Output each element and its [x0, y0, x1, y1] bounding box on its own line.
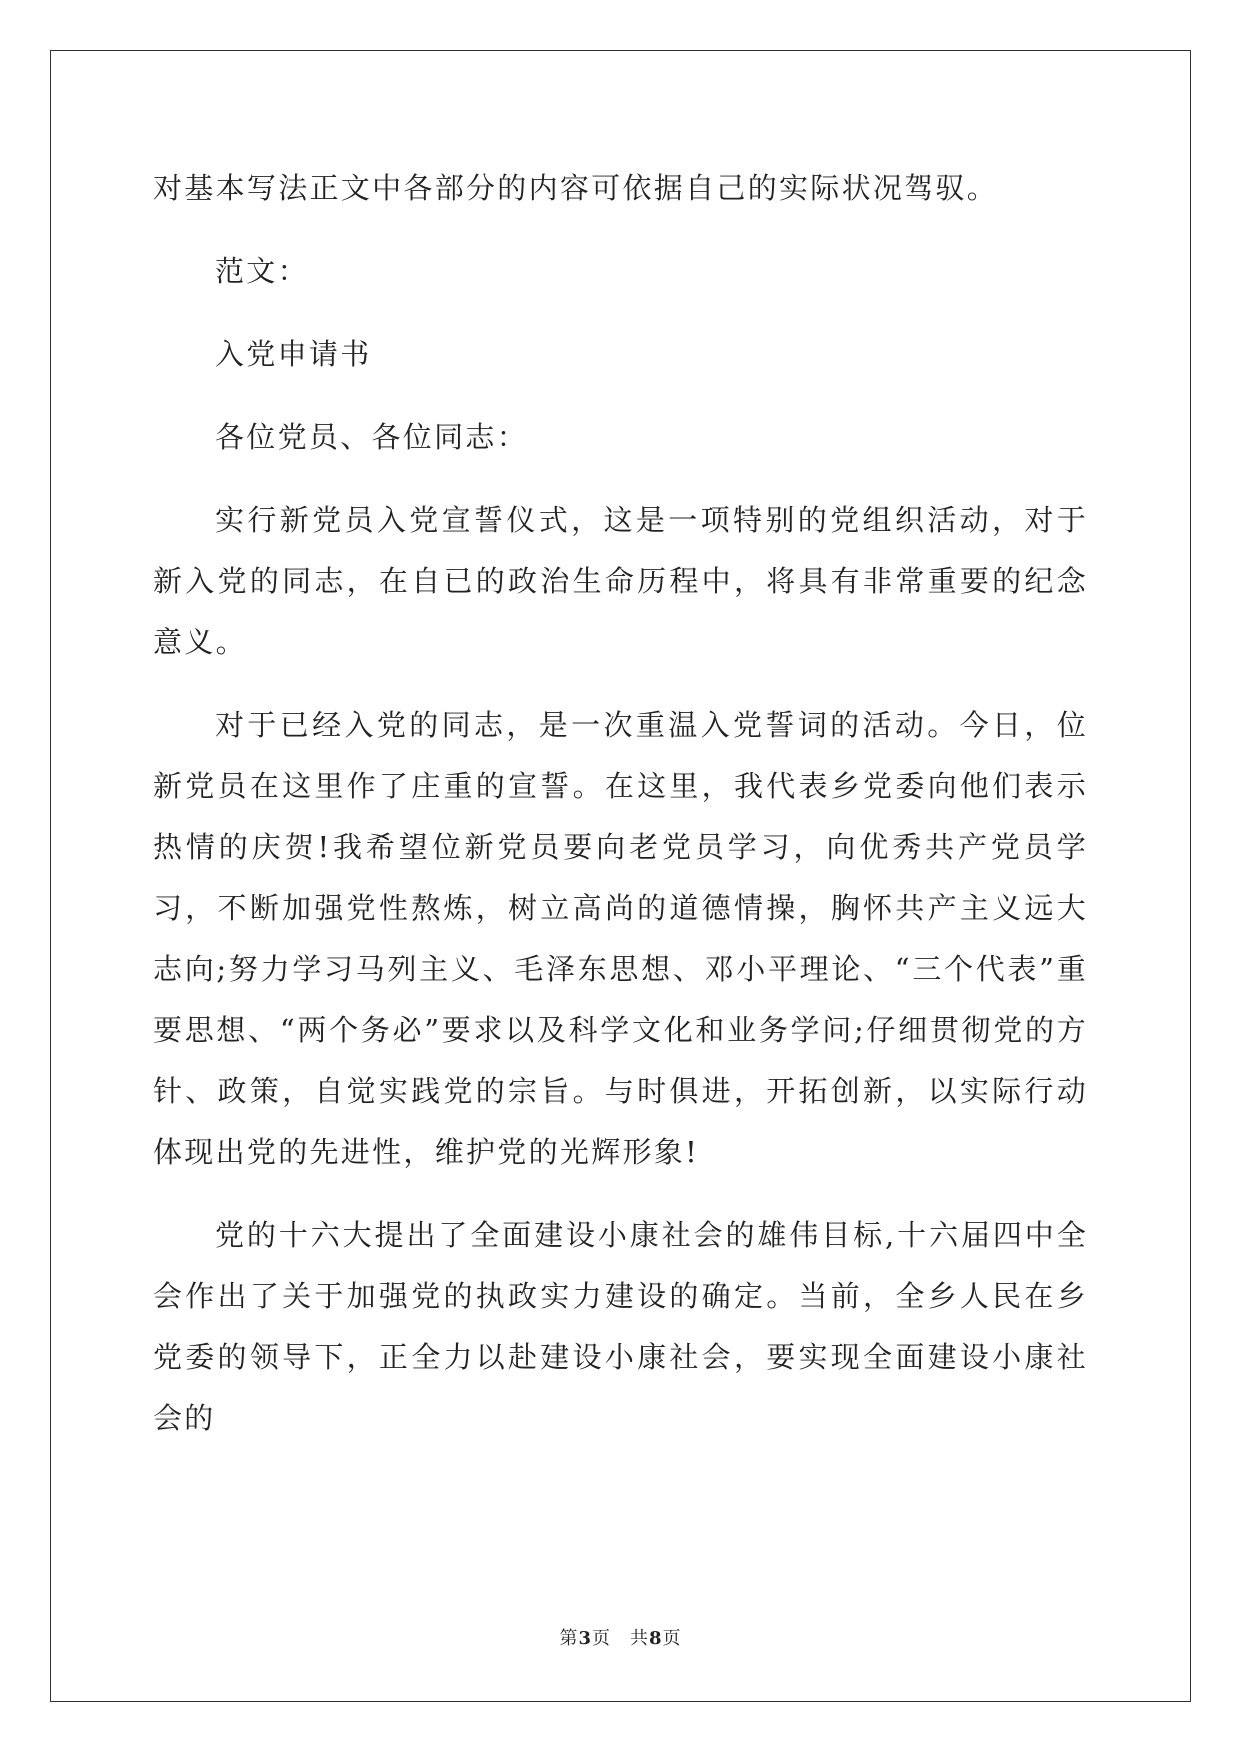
paragraph-intro: 对基本写法正文中各部分的内容可依据自己的实际状况驾驭。 [153, 171, 999, 205]
paragraph-salutation: 各位党员、各位同志： [215, 420, 529, 454]
paragraph-body-2: 对于已经入党的同志，是一次重温入党誓词的活动。今日，位新党员在这里作了庄重的宣誓。在这里，我代表乡党委向他们表示热情的庆贺!我希望位新党员要向老党员学习，向优秀共产党员学习，不断加强党性熬炼，树立高尚的道德情操，胸怀共产主义远大志向;努力学习马列主义、毛泽东思想、邓小平理论、“三个代表”重要思想、“两个务必”要求以及科学文化和业务学问;仔细贯彻党的方针、政策，自觉实践党的宗旨。与时俱进，开拓创新，以实际行动体现出党的先进性，维护党的光辉形象! [153, 708, 1088, 1169]
total-pages-number: 8 [649, 1628, 663, 1649]
current-page-number: 3 [578, 1628, 592, 1649]
paragraph-title: 入党申请书 [215, 337, 372, 371]
paragraph-body-1: 实行新党员入党宣誓仪式，这是一项特别的党组织活动，对于新入党的同志，在自已的政治生命历程中，将具有非常重要的纪念意义。 [153, 503, 1088, 659]
footer-suffix: 页 [662, 1628, 682, 1649]
document-body [153, 158, 1088, 1471]
paragraph-sample-label: 范文： [215, 254, 309, 288]
paragraph-body-3: 党的十六大提出了全面建设小康社会的雄伟目标,十六届四中全会作出了关于加强党的执政实力建设的确定。当前，全乡人民在乡党委的领导下，正全力以赴建设小康社会，要实现全面建设小康社会的 [153, 1218, 1088, 1435]
footer-prefix: 第 [559, 1628, 579, 1649]
page-footer [0, 1624, 1241, 1650]
footer-middle: 页 共 [592, 1628, 649, 1649]
